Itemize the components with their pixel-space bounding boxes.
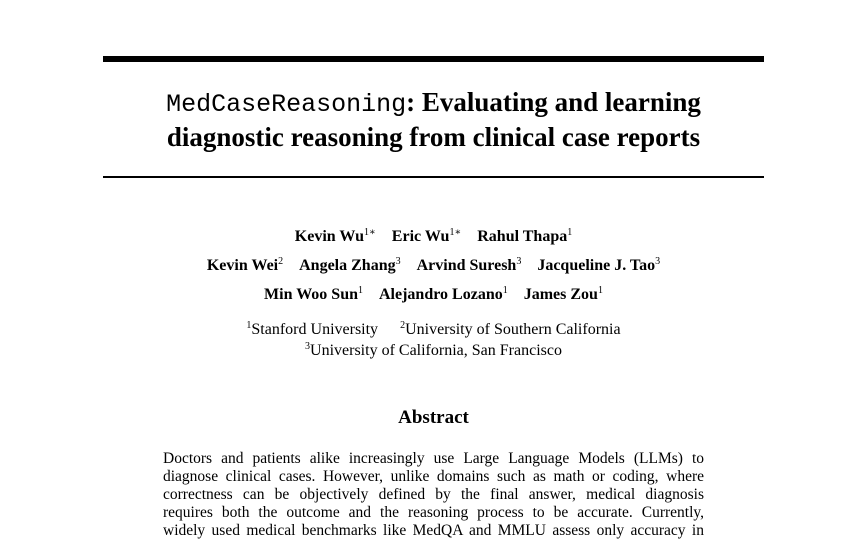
title-benchmark-name: MedCaseReasoning <box>166 90 407 119</box>
affiliation: $^1$Stanford University <box>246 320 379 338</box>
author-line <box>103 280 764 309</box>
abstract-line: widely used medical benchmarks like MedQA and MMLU assess only accuracy in <box>163 522 704 539</box>
author: James Zou$^1$ <box>523 285 603 303</box>
abstract-line: diagnose clinical cases. However, unlike domains such as math or coding, where <box>163 468 704 485</box>
author: Eric $Wu^{1∗}$ <box>391 227 462 245</box>
abstract-line: correctness can be objectively defined by the final answer, medical diagnosis <box>163 486 704 503</box>
abstract-heading: Abstract <box>398 407 469 428</box>
affiliation-line <box>103 319 764 340</box>
author: Angela Zhang$^3$ <box>299 256 401 274</box>
abstract-line: requires both the outcome and the reasoning process to be accurate. Currently, <box>163 504 704 521</box>
author: Rahul Thapa$^1$ <box>477 227 573 245</box>
author: Kevin $Wu^{1∗}$ <box>294 227 376 245</box>
author-line <box>103 251 764 280</box>
title-line-1-rest: : Evaluating and learning <box>406 87 701 117</box>
title-line-2: diagnostic reasoning from clinical case reports <box>166 122 701 152</box>
title-bottom-rule <box>103 176 764 178</box>
abstract-body <box>163 450 704 540</box>
author: Jacqueline J. Tao$^3$ <box>537 256 661 274</box>
title-line-1 <box>103 86 764 121</box>
author-line <box>103 222 764 251</box>
author: Min Woo Sun$^1$ <box>264 285 363 303</box>
affiliation: $^2$University of Southern California <box>400 320 621 338</box>
author: Alejandro Lozano$^1$ <box>379 285 508 303</box>
abstract-line: Doctors and patients alike increasingly use Large Language Models (LLMs) to <box>163 450 704 467</box>
author: Arvind Suresh$^3$ <box>416 256 522 274</box>
title-top-rule <box>103 56 764 62</box>
affiliations <box>103 319 764 361</box>
author: Kevin Wei$^2$ <box>206 256 284 274</box>
affiliation-line <box>103 340 764 361</box>
author-block <box>103 222 764 309</box>
paper-title <box>103 86 764 154</box>
affiliation: $^3$University of California, San Francisco <box>305 341 562 359</box>
